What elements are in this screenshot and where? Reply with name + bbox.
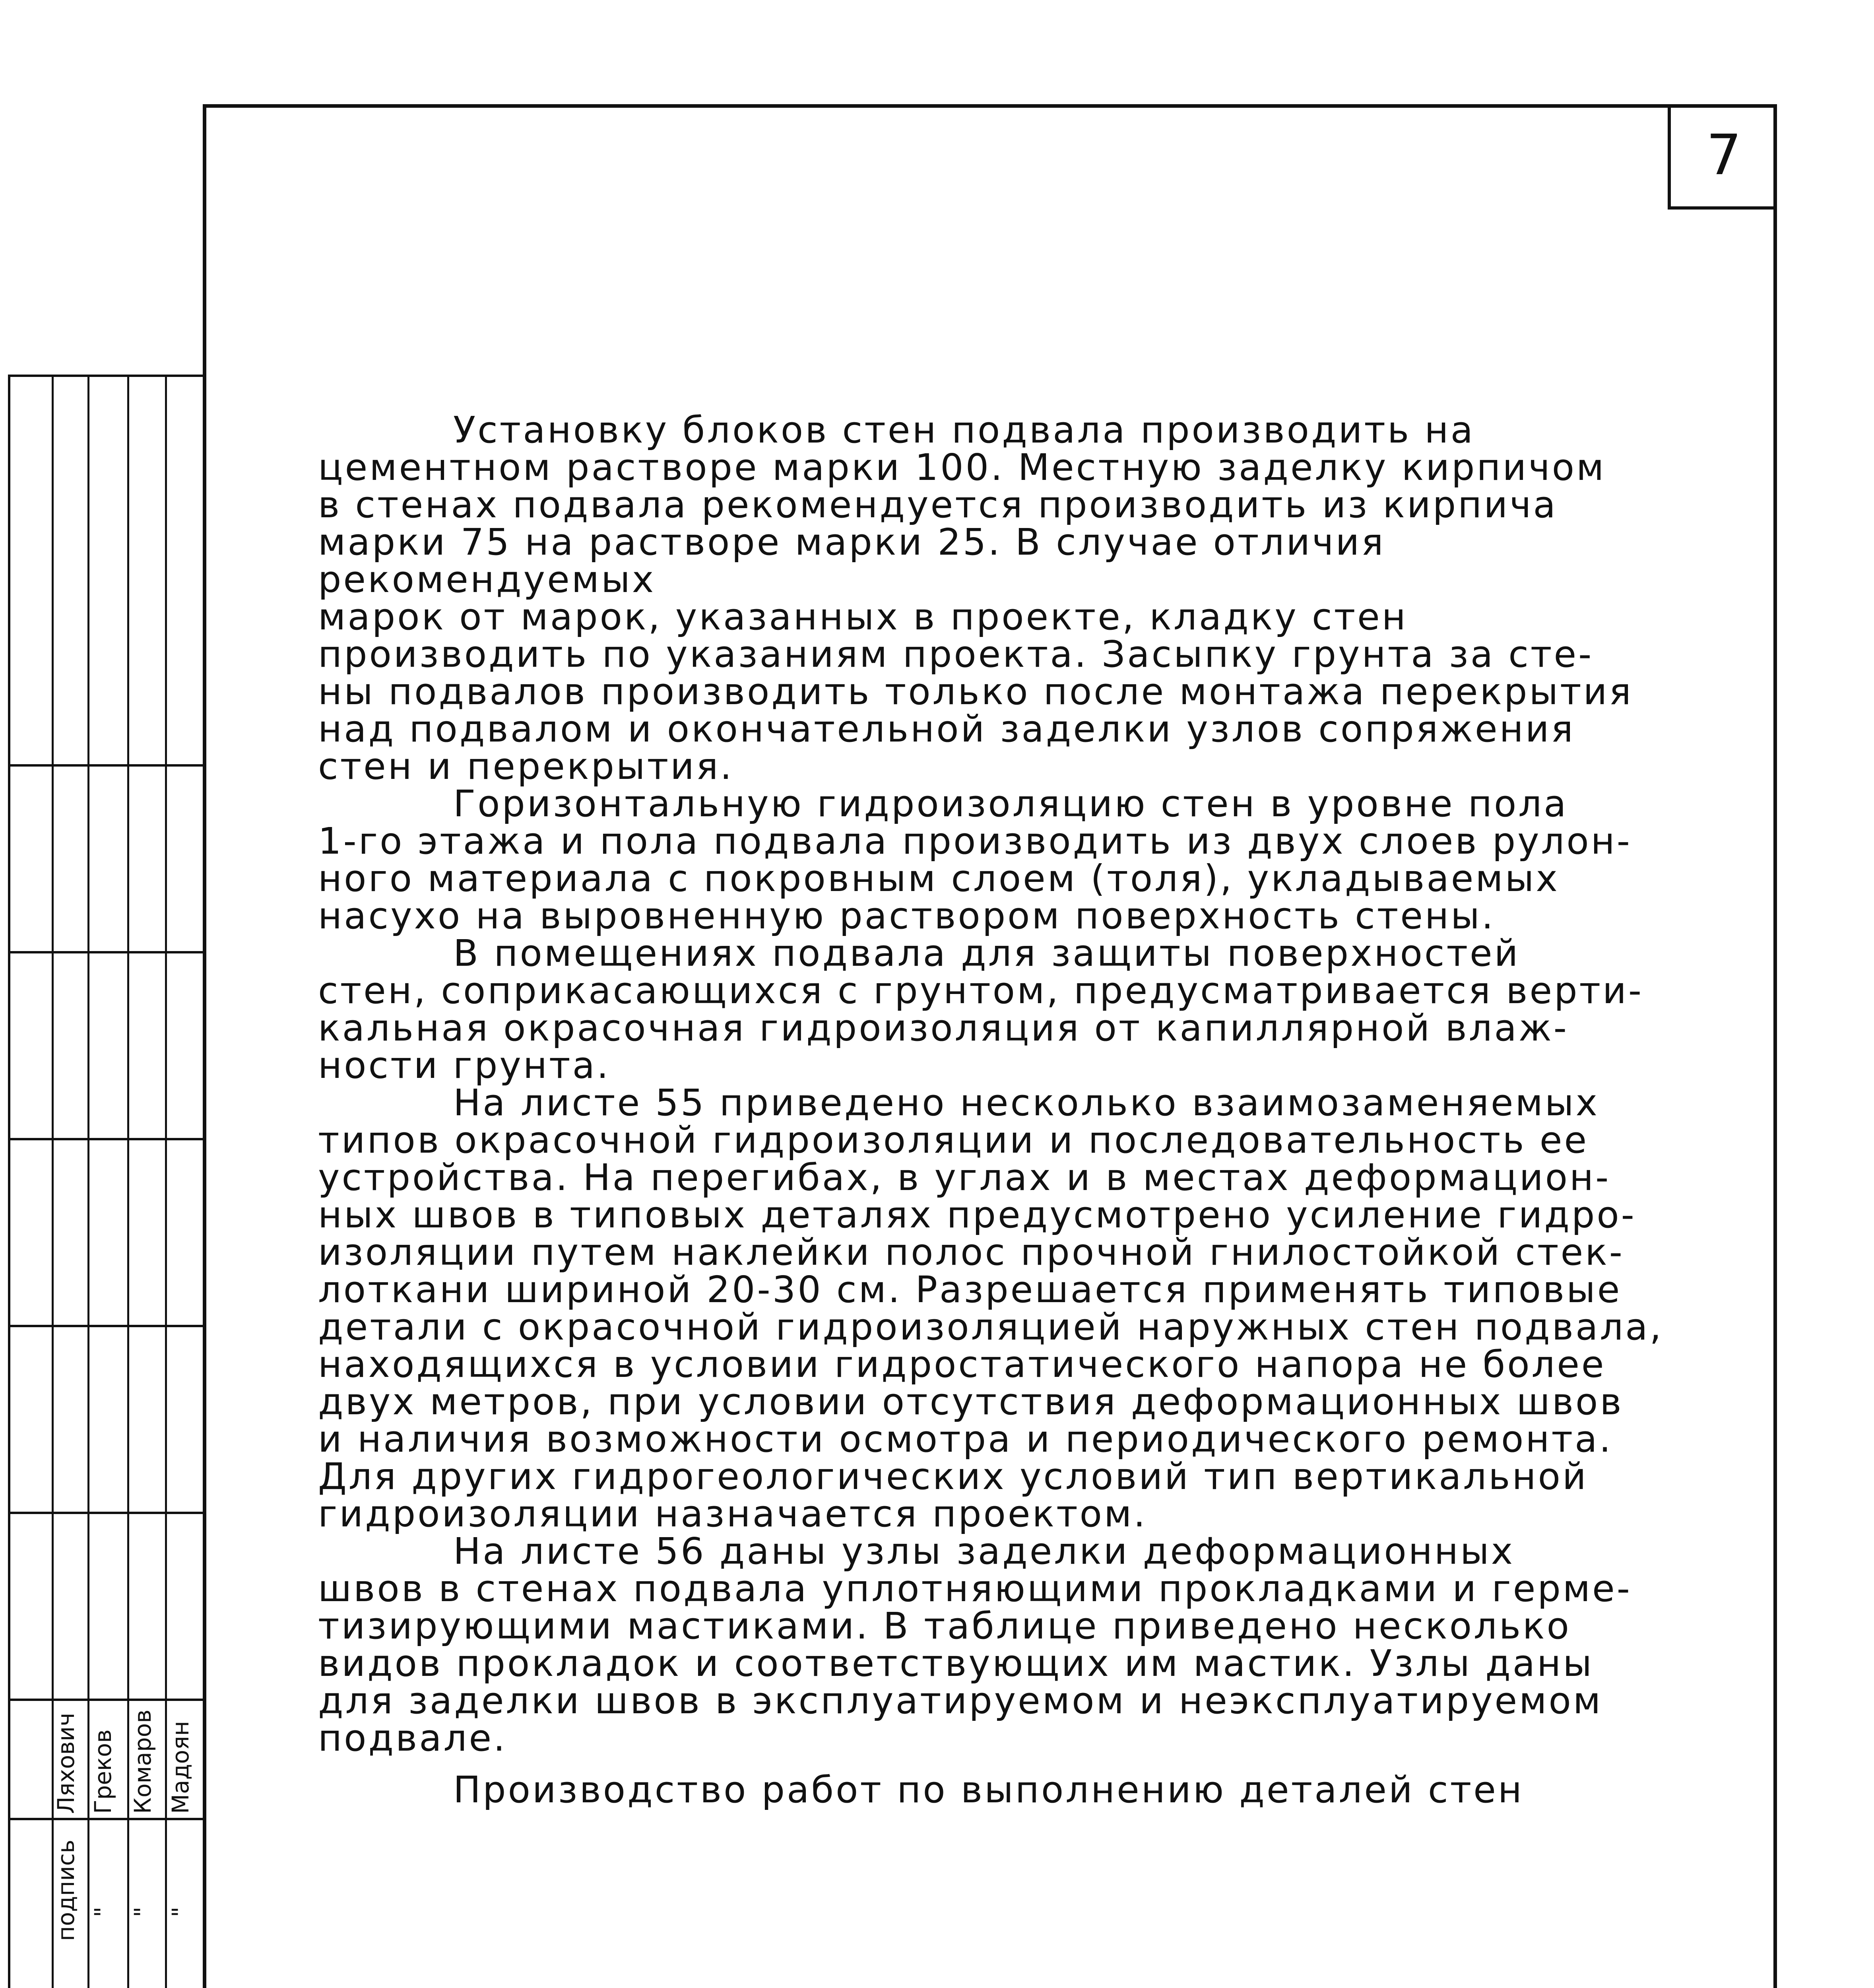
paragraph: В помещениях подвала для защиты поверхностей стен, соприкасающихся с грунтом, предусматривается верти- кальная окрасочная гидроизоляция от капиллярной влаж- ности грунта. <box>318 932 1644 1087</box>
stamp-name-1: Ляхович <box>52 1712 80 1814</box>
paragraph: Производство работ по выполнению деталей стен <box>453 1769 1524 1811</box>
stamp-signature-header: подпись <box>52 1839 80 1941</box>
paragraph: На листе 55 приведено несколько взаимозаменяемых типов окрасочной гидроизоляции и последовательность ее устройства. На перегибах, в углах и в местах деформацион- ных швов в типовых деталях предусмотрено усиление гидро- изоляции путем наклейки полос прочной гнилостойкой стек- лоткани шириной 20-30 см. Разрешается применять типовые детали с окрасочной гидроизоляцией наружных стен подвала, находящихся в условии гидростатического напора не более двух метров, при условии отсутствия деформационных швов и наличия возможности осмотра и периодического ремонта. Для других гидрогеологических условий тип вертикальной гидроизоляции назначается проектом. <box>318 1081 1663 1535</box>
paragraph: Горизонтальную гидроизоляцию стен в уровне пола 1-го этажа и пола подвала производить из двух слоев рулон- ного материала с покровным слоем (толя), укладываемых насухо на выровненную раствором поверхность стены. <box>318 782 1632 937</box>
stamp-signature-2: " <box>89 1906 116 1917</box>
left-stamp <box>8 104 203 1988</box>
sheet-number: 7 <box>1668 104 1777 210</box>
stamp-signature-3: " <box>129 1906 156 1917</box>
stamp-name-3: Комаров <box>129 1709 156 1814</box>
explanatory-text <box>318 409 1690 1811</box>
stamp-name-2: Греков <box>89 1729 116 1814</box>
paragraph: Установку блоков стен подвала производить на цементном растворе марки 100. Местную заделку кирпичом в стенах подвала рекомендуется производить из кирпича марки 75 на растворе марки 25. В случае отличия рекомендуемых марок от марок, указанных в проекте, кладку стен производить по указаниям проекта. Засыпку грунта за сте- ны подвалов производить только после монтажа перекрытия над подвалом и окончательной заделки узлов сопряжения стен и перекрытия. <box>318 409 1633 788</box>
stamp-signature-4: " <box>167 1906 194 1917</box>
paragraph: На листе 56 даны узлы заделки деформационных швов в стенах подвала уплотняющими прокладками и герме- тизирующими мастиками. В таблице приведено несколько видов прокладок и соответствующих им мастик. Узлы даны для заделки швов в эксплуатируемом и неэксплуатируемом подвале. <box>318 1530 1632 1759</box>
stamp-name-4: Мадоян <box>167 1721 194 1814</box>
